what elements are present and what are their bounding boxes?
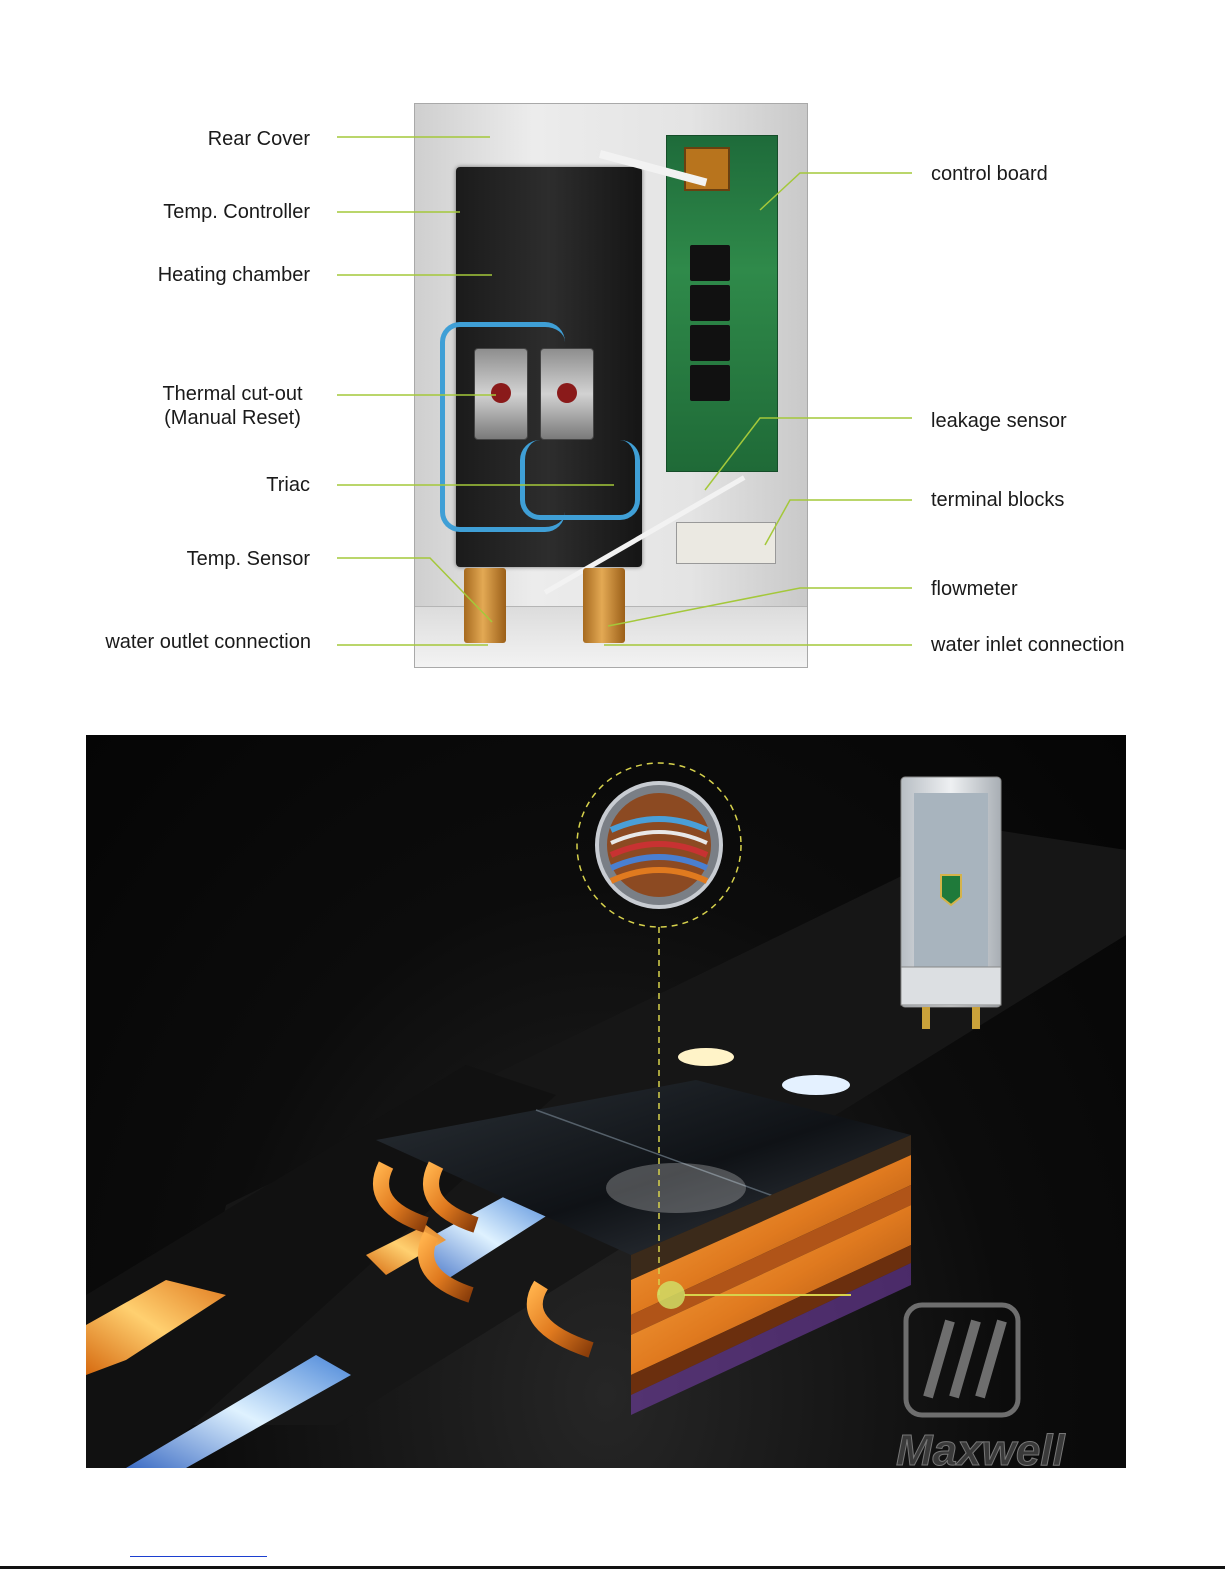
label-thermal-cutout: Thermal cut-out (Manual Reset) (162, 383, 303, 429)
inset-target (657, 1281, 685, 1309)
maxwell-wordmark: Maxwell (896, 1426, 1065, 1468)
label-leakage-sensor: leakage sensor (931, 410, 1067, 432)
leader-terminal-blocks (765, 500, 912, 545)
leader-temp-sensor (337, 558, 492, 622)
label-flowmeter: flowmeter (931, 578, 1018, 600)
label-triac: Triac (266, 474, 310, 496)
label-rear-cover: Rear Cover (207, 128, 310, 150)
heater-unit-thumbnail (901, 777, 1001, 1029)
maxwell-logo (896, 1305, 1066, 1468)
light-reflection (678, 1048, 734, 1066)
label-temp-sensor: Temp. Sensor (186, 548, 310, 570)
page-bottom-rule (0, 1566, 1225, 1569)
light-reflection (782, 1075, 850, 1095)
label-water-inlet: water inlet connection (931, 634, 1125, 656)
label-terminal-blocks: terminal blocks (931, 489, 1065, 511)
leader-leakage-sensor (705, 418, 912, 490)
label-water-outlet: water outlet connection (105, 631, 311, 653)
leader-control-board (760, 173, 912, 210)
callout-leaders (0, 0, 1225, 700)
footer-link-underline (130, 1556, 267, 1557)
light-reflection (606, 1163, 746, 1213)
heating-element-render (86, 735, 1126, 1468)
label-heating-chamber: Heating chamber (157, 264, 310, 286)
u-bend (535, 1285, 591, 1350)
label-temp-controller: Temp. Controller (163, 201, 310, 223)
leader-flowmeter (608, 588, 912, 626)
label-control-board: control board (931, 163, 1048, 185)
